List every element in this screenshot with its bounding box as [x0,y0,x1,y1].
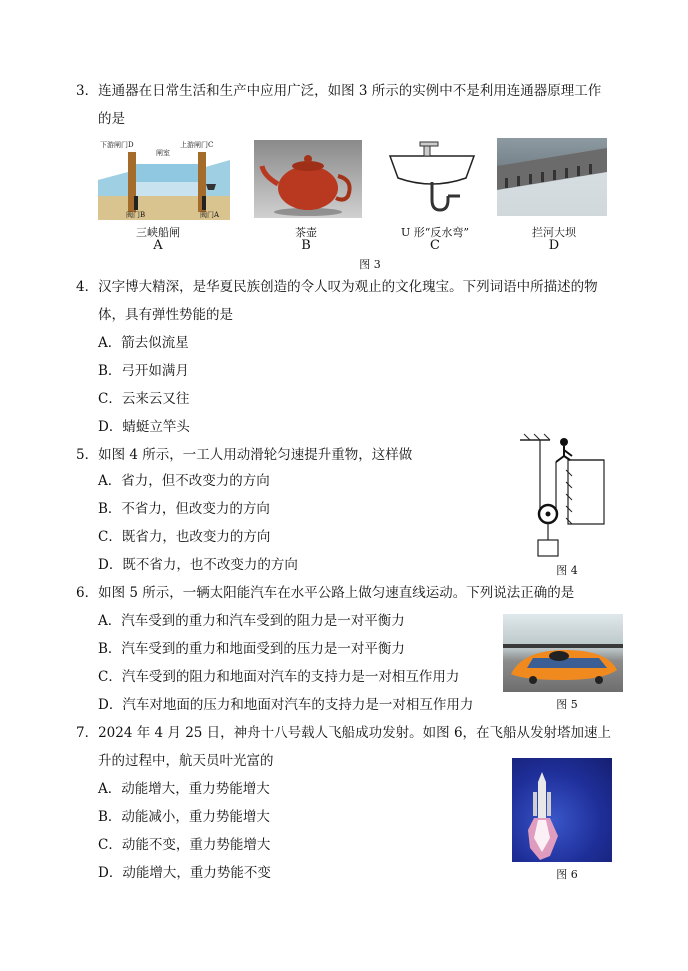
q6-option-b: B．汽车受到的重力和地面受到的压力是一对平衡力 [98,641,405,657]
q6-stem: 6．如图 5 所示，一辆太阳能汽车在水平公路上做匀速直线运动。下列说法正确的是 [76,585,575,601]
q5-option-b: B．不省力，但改变力的方向 [98,501,270,517]
q6-option-c: C．汽车受到的阻力和地面对汽车的支持力是一对相互作用力 [98,669,460,685]
q7-stem-line1: 7．2024 年 4 月 25 日，神舟十八号载人飞船成功发射。如图 6，在飞船从发射塔加速上 [76,725,612,741]
teapot-figure [254,140,362,218]
sink-trap-figure [386,138,478,220]
fig3-label: 图 3 [359,258,381,271]
q4-option-b: B．弓开如满月 [98,363,189,379]
q4-option-d: D．蜻蜓立竿头 [98,419,190,435]
valve-b-label: 阀门B [126,211,146,219]
fig-b-caption: 茶壶 [295,226,317,239]
q3-stem-line2: 的是 [98,111,125,127]
rocket-figure [512,758,612,862]
dam-figure [497,138,607,216]
fig-c-letter: C [430,238,440,253]
q5-option-a: A．省力，但不改变力的方向 [98,473,270,489]
q7-option-a: A．动能增大，重力势能增大 [98,781,270,797]
q3-stem-line1: 3．连通器在日常生活和生产中应用广泛，如图 3 所示的实例中不是利用连通器原理工作 [76,83,602,99]
lower-gate-label: 下游闸门D [100,141,134,149]
chamber-label: 闸室 [156,149,170,157]
q7-stem-line2: 升的过程中，航天员叶光富的 [98,753,274,769]
fig-d-letter: D [548,238,560,253]
q4-option-a: A．箭去似流星 [98,335,189,351]
q6-option-d: D．汽车对地面的压力和地面对汽车的支持力是一对相互作用力 [98,697,474,713]
valve-a-label: 阀门A [200,211,220,219]
upper-gate-label: 上游闸门C [180,141,214,149]
fig6-label: 图 6 [556,868,578,881]
fig-c-caption: U 形“反水弯” [400,226,469,239]
fig-a-caption: 三峡船闸 [136,226,180,239]
fig5-label: 图 5 [556,698,578,711]
q6-option-a: A．汽车受到的重力和汽车受到的阻力是一对平衡力 [98,613,405,629]
q5-option-c: C．既省力，也改变力的方向 [98,529,271,545]
fig4-label: 图 4 [556,564,578,577]
fig-b-letter: B [301,238,311,253]
q5-stem: 5．如图 4 所示，一工人用动滑轮匀速提升重物，这样做 [76,447,413,463]
q4-option-c: C．云来云又往 [98,391,190,407]
fig-a-letter: A [153,238,163,253]
q4-stem-line1: 4．汉字博大精深，是华夏民族创造的令人叹为观止的文化瑰宝。下列词语中所描述的物 [76,279,598,295]
q7-option-b: B．动能减小，重力势能增大 [98,809,270,825]
q4-stem-line2: 体，具有弹性势能的是 [98,307,233,323]
solar-car-figure [503,614,623,692]
q5-option-d: D．既不省力，也不改变力的方向 [98,557,298,573]
fig-d-caption: 拦河大坝 [532,226,576,239]
q7-option-d: D．动能增大，重力势能不变 [98,865,271,881]
q7-option-c: C．动能不变，重力势能增大 [98,837,271,853]
ship-lock-figure [98,138,230,220]
pulley-figure [520,432,610,562]
